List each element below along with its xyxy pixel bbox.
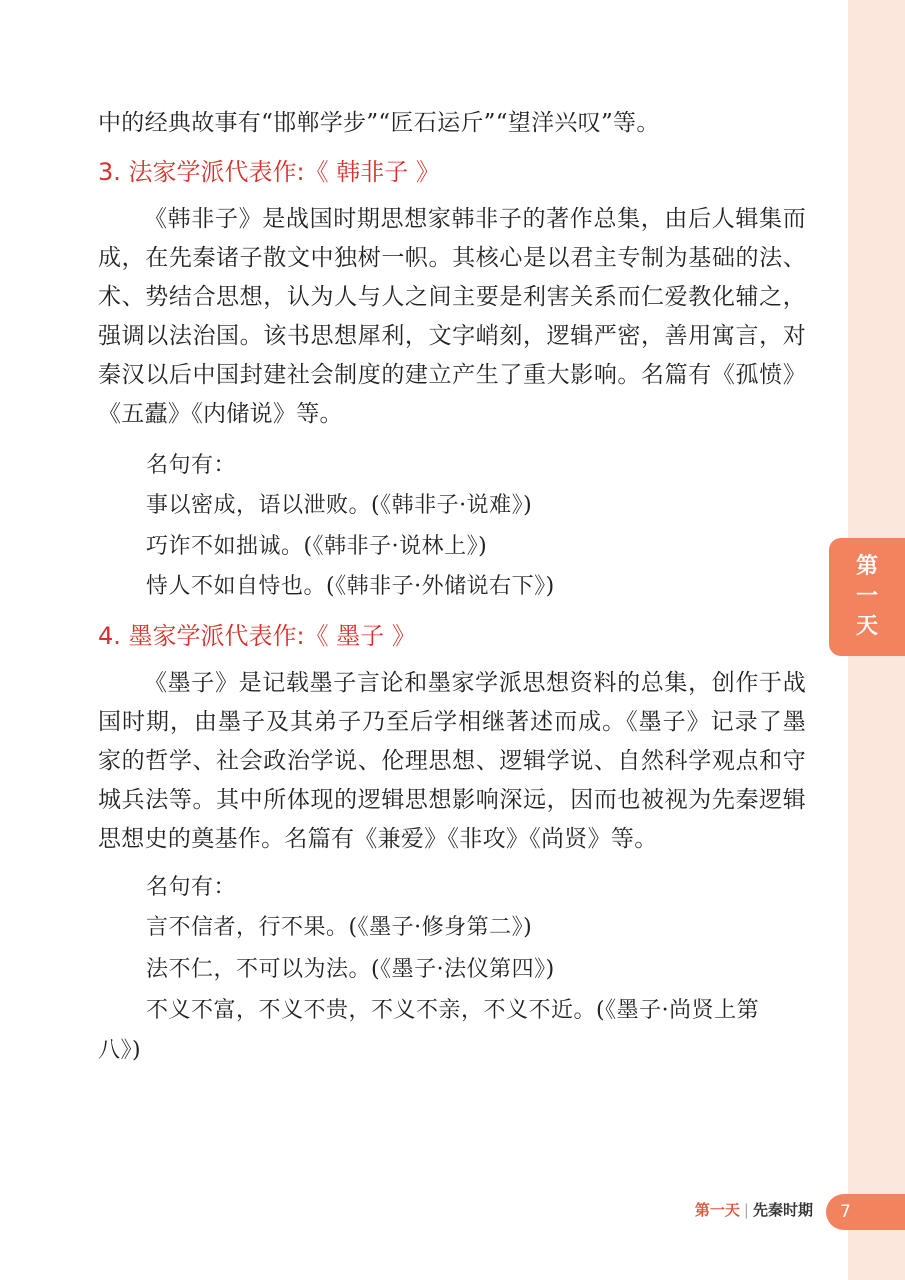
footer-section: 第一天 <box>694 1201 740 1219</box>
mozi-paragraph: 《墨子》是记载墨子言论和墨家学派思想资料的总集，创作于战国时期，由墨子及其弟子乃至后学相继著述而成。《墨子》记录了墨家的哲学、社会政治学说、伦理思想、逻辑学说、自然科学观点和守城兵法等。其中所体现的逻辑思想影响深远，因而也被视为先秦逻辑思想史的奠基作。名篇有《兼爱》《非攻》《尚贤》等。 <box>98 670 806 852</box>
footer-chapter: 先秦时期 <box>752 1201 813 1219</box>
heading-legalist: 3. 法家学派代表作:《 韩非子 》 <box>98 158 440 186</box>
mozi-quote-1: 言不信者，行不果。(《墨子·修身第二》) <box>146 915 533 940</box>
page-number-badge <box>826 1194 905 1230</box>
mozi-quotes-lead: 名句有： <box>146 875 237 900</box>
hanfeizi-paragraph: 《韩非子》是战国时期思想家韩非子的著作总集，由后人辑集而成，在先秦诸子散文中独树一帜。其核心是以君主专制为基础的法、术、势结合思想，认为人与人之间主要是利害关系而仁爱教化辅之，强调以法治国。该书思想犀利，文字峭刻，逻辑严密，善用寓言，对秦汉以后中国封建社会制度的建立产生了重大影响。名篇有《孤愤》《五蠹》《内储说》等。 <box>98 206 806 427</box>
page-number: 7 <box>840 1202 851 1222</box>
intro-paragraph: 中的经典故事有“邯郸学步”“匠石运斤”“望洋兴叹”等。 <box>98 110 660 136</box>
mozi-quote-2: 法不仁，不可以为法。(《墨子·法仪第四》) <box>146 957 555 982</box>
hanfeizi-quote-1: 事以密成，语以泄败。(《韩非子·说难》) <box>146 493 533 518</box>
heading-mohist: 4. 墨家学派代表作:《 墨子 》 <box>98 622 416 650</box>
mozi-quote-3: 不义不富，不义不贵，不义不亲，不义不近。(《墨子·尚贤上第八》) <box>98 998 760 1063</box>
running-footer <box>695 1199 813 1220</box>
hanfeizi-quotes-lead: 名句有： <box>146 453 237 478</box>
chapter-tab <box>829 538 905 656</box>
hanfeizi-quote-3: 恃人不如自恃也。(《韩非子·外储说右下》) <box>146 574 555 599</box>
footer-separator: | <box>743 1201 749 1219</box>
hanfeizi-quote-2: 巧诈不如拙诚。(《韩非子·说林上》) <box>146 534 488 559</box>
chapter-tab-label: 第一天 <box>855 554 878 639</box>
